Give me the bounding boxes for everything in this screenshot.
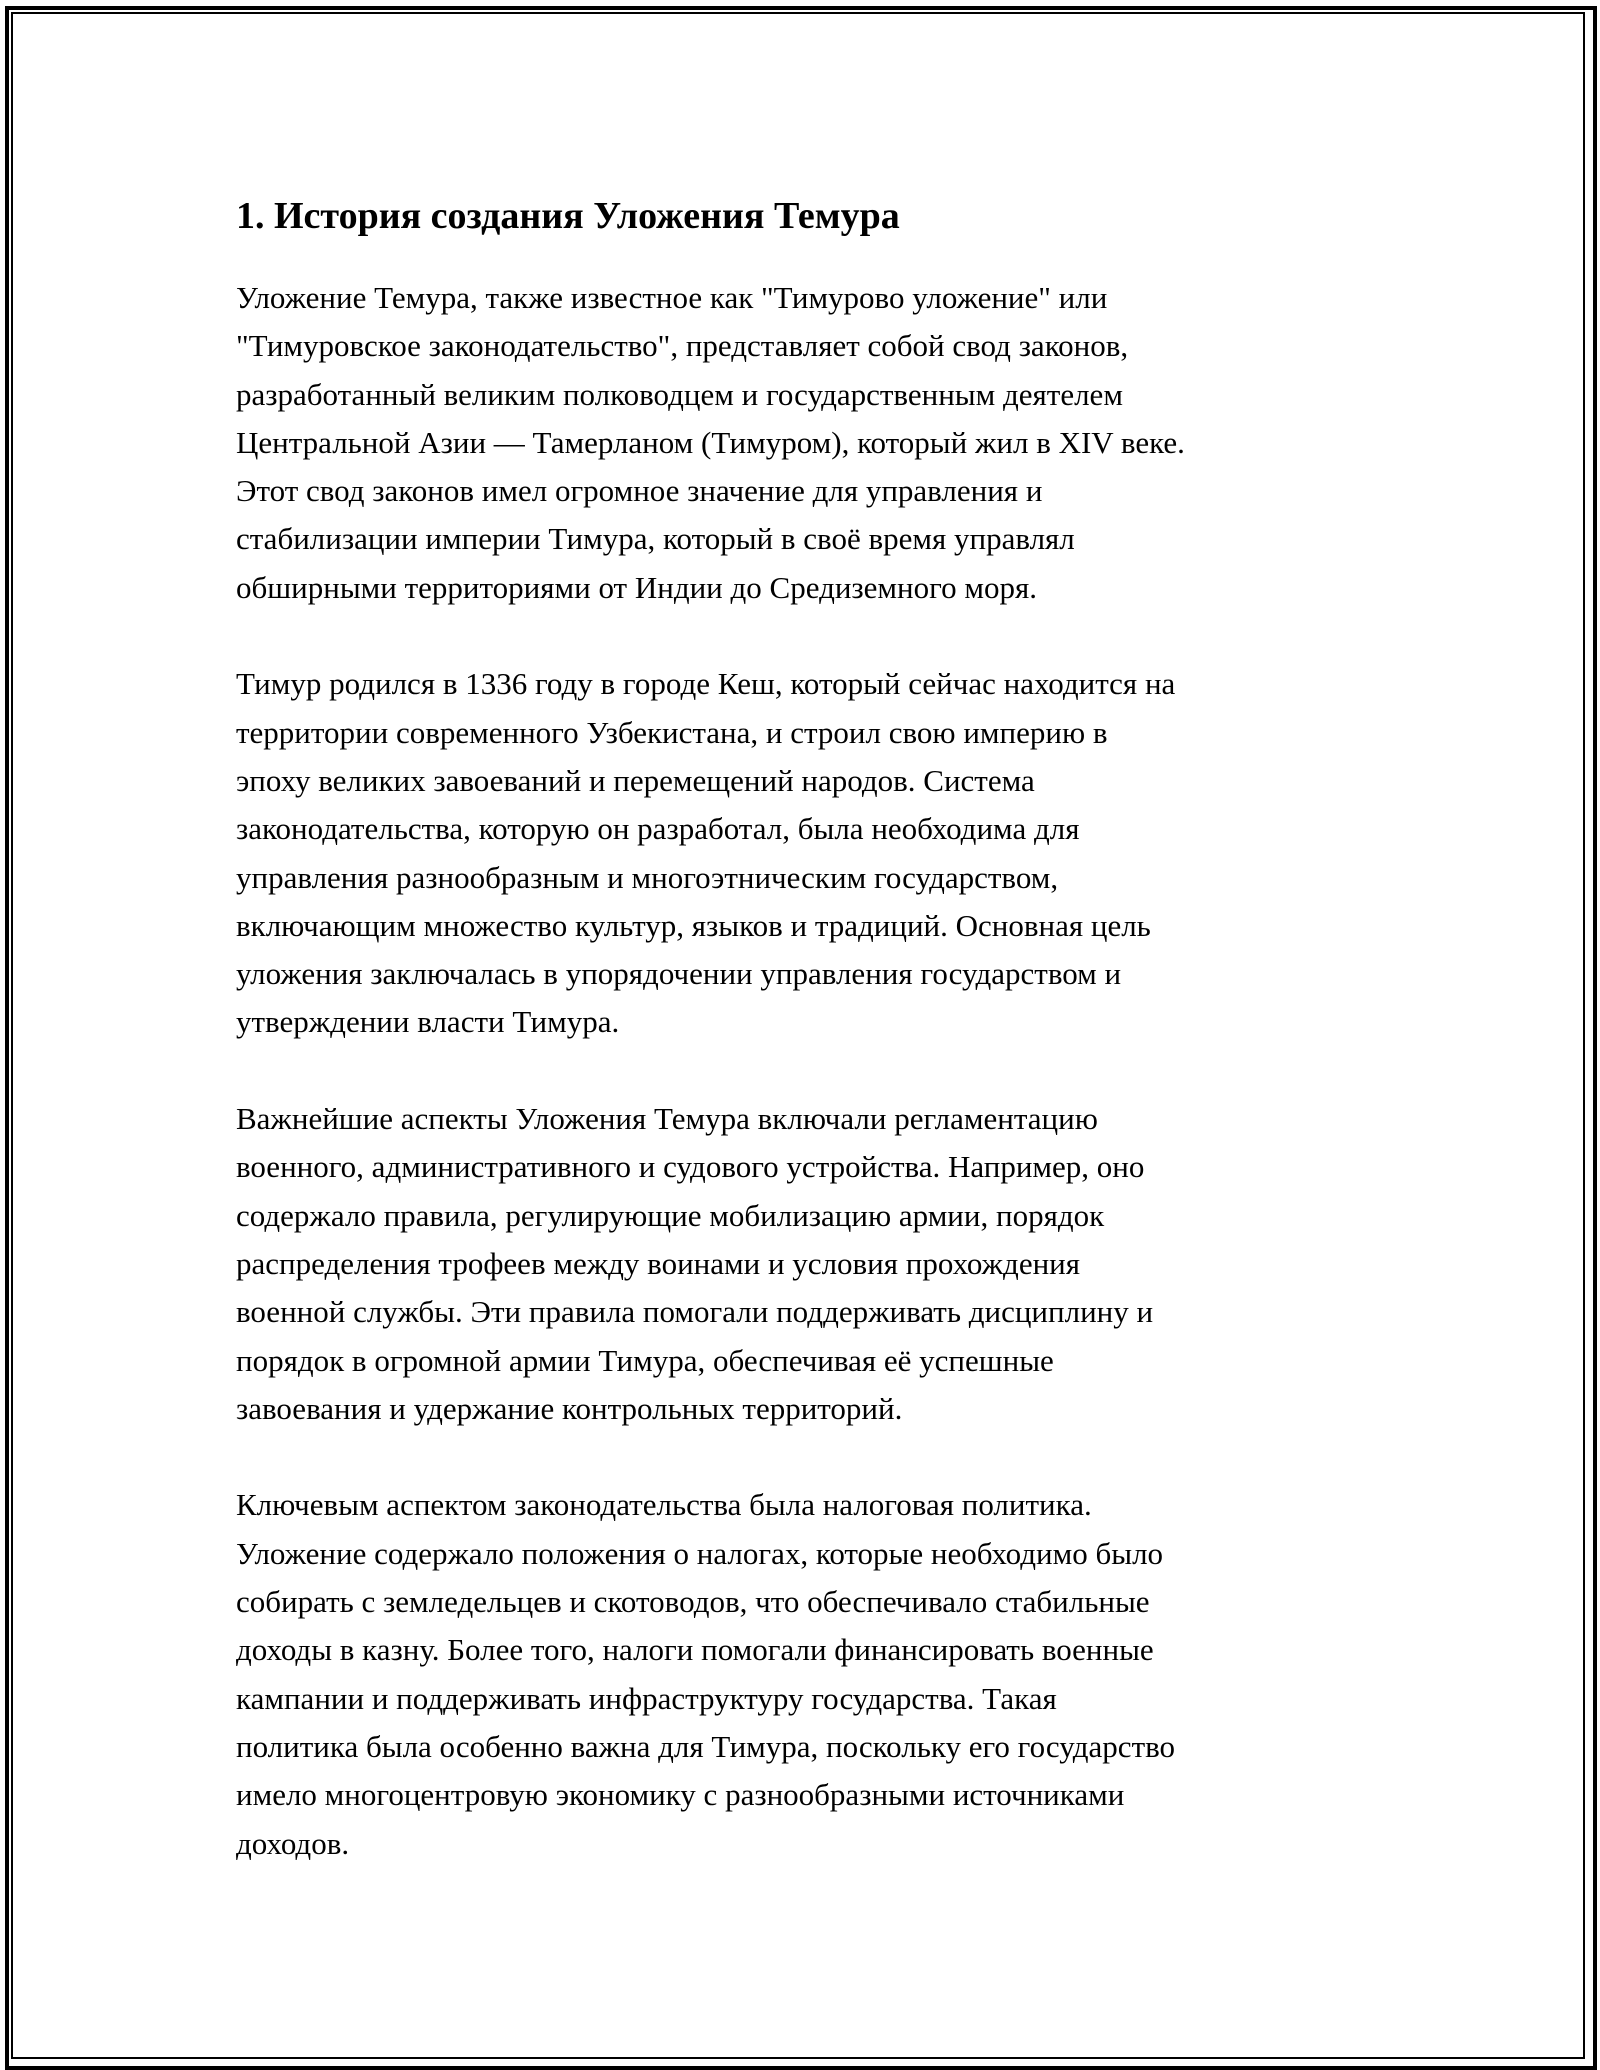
paragraph-1: Уложение Темура, также известное как "Тимурово уложение" или "Тимуровское законодательство", представляет собой свод законов, разработанный великим полководцем и государственным деятелем Центральной Азии — Тамерланом (Тимуром), который жил в XIV веке. Этот свод законов имел огромное значение для управления и стабилизации империи Тимура, который в своё время управлял обширными территориями от Индии до Средиземного моря. <box>236 280 1185 605</box>
document-body <box>236 184 1386 1916</box>
paragraph-2: Тимур родился в 1336 году в городе Кеш, который сейчас находится на территории современного Узбекистана, и строил свою империю в эпоху великих завоеваний и перемещений народов. Система законодательства, которую он разработал, была необходима для управления разнообразным и многоэтническим государством, включающим множество культур, языков и традиций. Основная цель уложения заключалась в упорядочении управления государством и утверждении власти Тимура. <box>236 666 1176 1040</box>
section-heading: 1. История создания Уложения Темура <box>236 195 900 237</box>
paragraph-4: Ключевым аспектом законодательства была налоговая политика. Уложение содержало положения о налогах, которые необходимо было собирать с земледельцев и скотоводов, что обеспечивало стабильные доходы в казну. Более того, налоги помогали финансировать военные кампании и поддерживать инфраструктуру государства. Такая политика была особенно важна для Тимура, поскольку его государство имело многоцентровую экономику с разнообразными источниками доходов. <box>236 1487 1176 1861</box>
paragraph-3: Важнейшие аспекты Уложения Темура включали регламентацию военного, административного и судового устройства. Например, оно содержало правила, регулирующие мобилизацию армии, порядок распределения трофеев между воинами и условия прохождения военной службы. Эти правила помогали поддерживать дисциплину и порядок в огромной армии Тимура, обеспечивая её успешные завоевания и удержание контрольных территорий. <box>236 1101 1154 1426</box>
